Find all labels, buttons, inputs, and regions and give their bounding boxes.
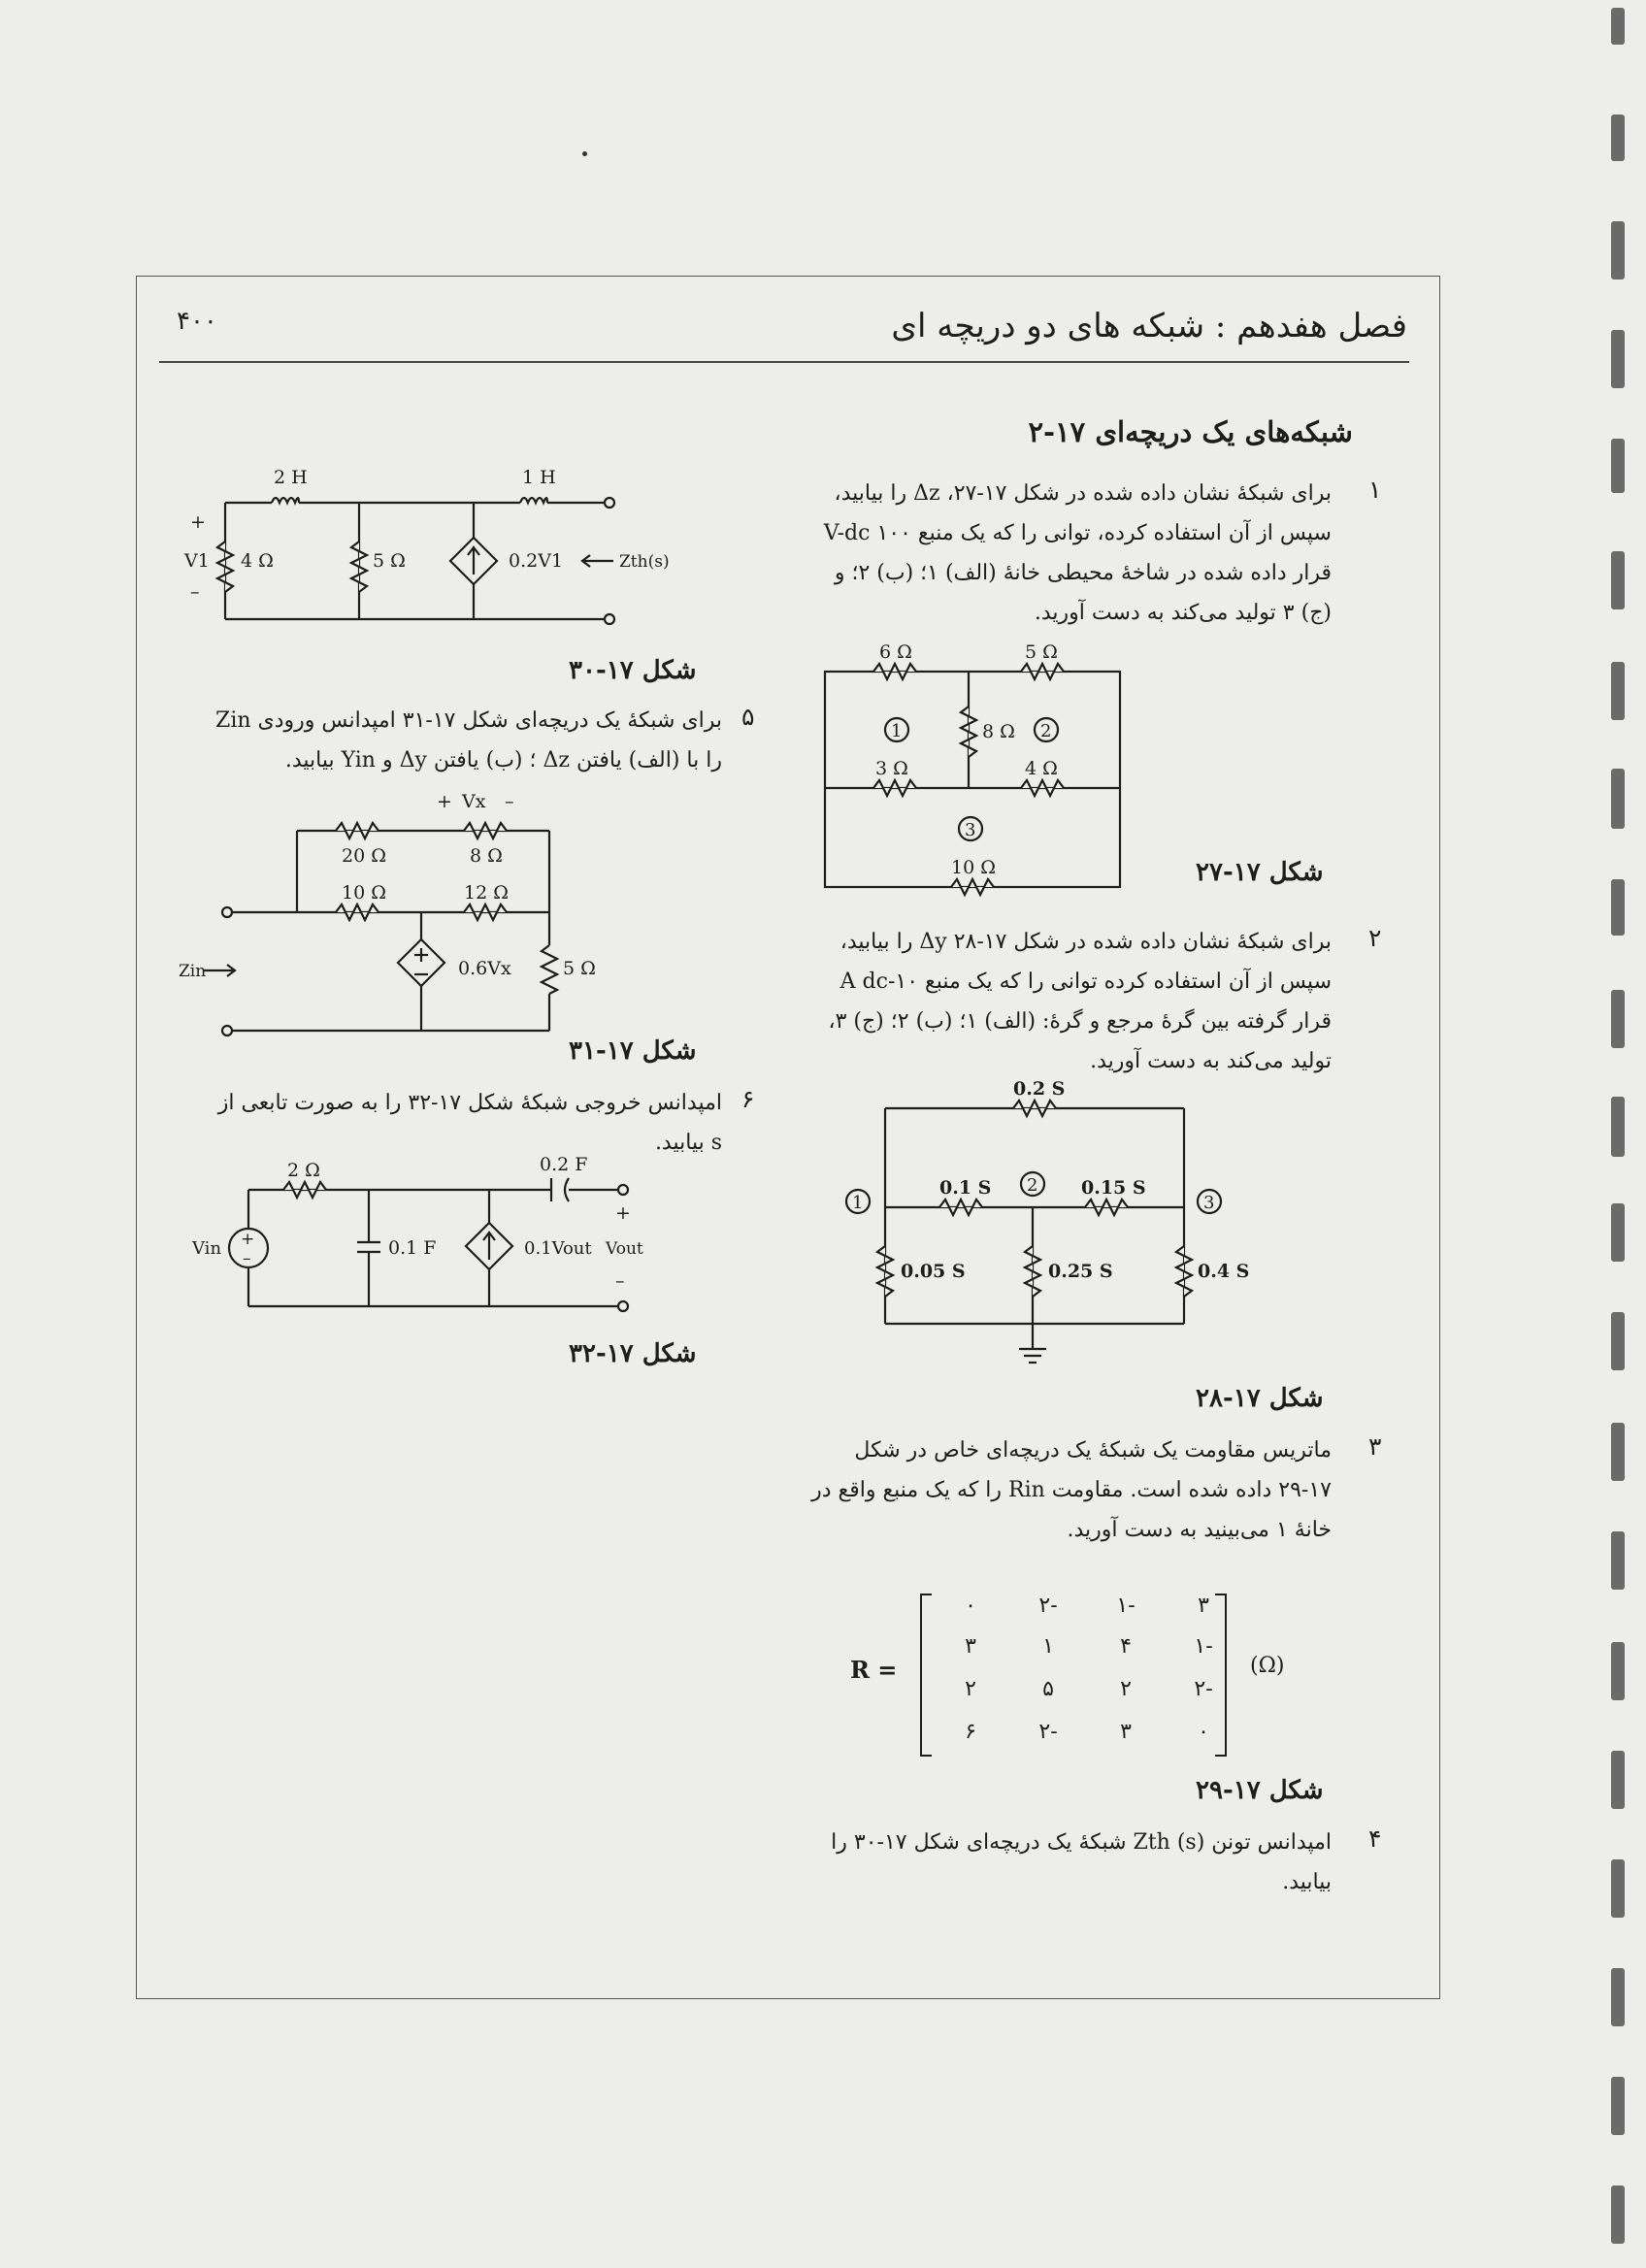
problem-text: برای شبکهٔ نشان داده شده در شکل ۱۷-۲۷، Δz را بیابید، سپس از آن استفاده کرده، توانی را که یک منبع V-dc ۱۰۰ قرار داده شده در شاخهٔ محیطی خانهٔ (الف) ۱؛ (ب) ۲؛ و (ج) ۳ تولید می‌کند به دست آورید. <box>823 481 1332 625</box>
label: + <box>437 791 452 812</box>
circuit-figure-32 <box>190 1154 656 1316</box>
page-number: ۴۰۰ <box>177 307 217 336</box>
label: 0.25 S <box>1048 1261 1113 1282</box>
label: 5 Ω <box>1025 641 1058 663</box>
matrix-cell: -۱ <box>1194 1634 1213 1659</box>
label: 20 Ω <box>342 845 386 867</box>
label: 0.1 F <box>388 1237 437 1259</box>
problem-text: ماتریس مقاومت یک شبکهٔ یک دریچه‌ای خاص در شکل ۱۷-۲۹ داده شده است. مقاومت Rin را که یک منبع واقع در خانهٔ ۱ می‌بینید به دست آورید. <box>811 1438 1332 1542</box>
label: 0.2 F <box>540 1154 588 1175</box>
binder-ring <box>1611 1642 1625 1700</box>
label: 5 Ω <box>563 958 596 979</box>
binder-ring <box>1611 2077 1625 2135</box>
matrix-cell: ۰ <box>965 1594 976 1618</box>
label: 6 Ω <box>879 641 912 663</box>
matrix-cell: -۱ <box>1116 1594 1136 1618</box>
matrix-cell: ۲ <box>1120 1677 1132 1701</box>
label: 0.4 S <box>1198 1261 1250 1282</box>
label: + <box>241 1230 255 1249</box>
binder-ring <box>1611 1531 1625 1590</box>
label: 4 Ω <box>1025 758 1058 779</box>
problem-number: ۱ <box>1368 476 1382 504</box>
matrix-cell: ۱ <box>1042 1634 1054 1659</box>
resistance-matrix <box>854 1590 1242 1753</box>
ink-speck <box>582 151 587 156</box>
matrix-cell: -۲ <box>1194 1677 1213 1701</box>
matrix-unit: (Ω) <box>1250 1654 1285 1678</box>
matrix-bracket-left <box>920 1594 932 1757</box>
matrix-row <box>941 1720 1233 1744</box>
label: Vin <box>192 1238 222 1259</box>
label: 0.1 S <box>939 1177 992 1199</box>
matrix-cell: -۲ <box>1038 1720 1058 1744</box>
label: – <box>243 1249 251 1268</box>
problem-number: ۳ <box>1368 1432 1382 1461</box>
matrix-cell: ۴ <box>1120 1634 1132 1659</box>
matrix-cell: ۳ <box>965 1634 976 1659</box>
label: – <box>505 791 514 812</box>
label: 3 Ω <box>875 758 908 779</box>
binder-ring <box>1611 1203 1625 1262</box>
label: 10 Ω <box>342 882 386 904</box>
label: 2 Ω <box>287 1160 320 1181</box>
binder-ring <box>1611 1859 1625 1918</box>
label: 8 Ω <box>982 721 1015 742</box>
matrix-row <box>941 1594 1233 1618</box>
label: 4 Ω <box>241 550 274 572</box>
label: 12 Ω <box>464 882 509 904</box>
figure-caption: شکل ۱۷-۲۸ <box>1196 1384 1324 1413</box>
label: 0.15 S <box>1081 1177 1146 1199</box>
figure-caption: شکل ۱۷-۳۰ <box>569 656 697 685</box>
label: – <box>190 581 200 603</box>
label: + <box>190 511 206 533</box>
problem-text: برای شبکهٔ یک دریچه‌ای شکل ۱۷-۳۱ امپدانس ورودی Zin را با (الف) یافتن Δz ؛ (ب) یافتن Δy و Yin بیابید. <box>215 708 722 772</box>
binder-ring <box>1611 8 1625 45</box>
label: 10 Ω <box>951 857 996 878</box>
label: Vx <box>462 791 486 812</box>
binder-ring <box>1611 1968 1625 2026</box>
matrix-cell: ۶ <box>965 1720 976 1744</box>
matrix-cell: ۳ <box>1120 1720 1132 1744</box>
label: 1 H <box>522 467 556 488</box>
binder-ring <box>1611 330 1625 388</box>
label: 0.05 S <box>901 1261 966 1282</box>
circuit-figure-28 <box>842 1075 1250 1372</box>
mesh-label: 3 <box>965 820 976 840</box>
figure-caption: شکل ۱۷-۲۹ <box>1196 1776 1324 1805</box>
header-rule <box>159 361 1409 363</box>
figure-caption: شکل ۱۷-۲۷ <box>1196 858 1324 887</box>
mesh-label: 2 <box>1040 721 1052 741</box>
label: Vout <box>606 1239 643 1259</box>
circuit-figure-30 <box>171 468 714 633</box>
label: 5 Ω <box>373 550 406 572</box>
section-title: ۲-۱۷ شبکه‌های یک دریچه‌ای <box>1028 415 1353 448</box>
circuit-figure-31 <box>171 790 617 1044</box>
matrix-cell: ۵ <box>1042 1677 1054 1701</box>
matrix-row <box>941 1677 1233 1701</box>
label: 0.2V1 <box>509 550 564 572</box>
label: 0.2 S <box>1013 1078 1066 1100</box>
binder-ring <box>1611 1751 1625 1809</box>
chapter-title: فصل هفدهم : شبکه های دو دریچه ای <box>891 307 1407 345</box>
problem-number: ۶ <box>741 1085 755 1113</box>
label: – <box>615 1270 625 1292</box>
circuit-figure-27 <box>821 639 1141 899</box>
binder-ring <box>1611 879 1625 936</box>
label: Zth(s) <box>619 552 670 572</box>
binder-ring <box>1611 551 1625 609</box>
figure-caption: شکل ۱۷-۳۱ <box>569 1036 697 1066</box>
binder-ring <box>1611 1097 1625 1157</box>
problem-text: برای شبکهٔ نشان داده شده در شکل ۱۷-۲۸ Δy را بیابید، سپس از آن استفاده کرده توانی را که یک منبع ۱۰-A dc قرار گرفته بین گرهٔ مرجع و گرهٔ: (الف) ۱؛ (ب) ۲؛ (ج) ۳، تولید می‌کند به دست آورید. <box>828 930 1332 1073</box>
binder-ring <box>1611 221 1625 279</box>
node-label: 3 <box>1203 1193 1215 1213</box>
binder-ring <box>1611 769 1625 829</box>
binder-ring <box>1611 439 1625 493</box>
problem-text: امپدانس تونن (s) Zth شبکهٔ یک دریچه‌ای شکل ۱۷-۳۰ را بیابید. <box>831 1830 1332 1894</box>
matrix-cell: ۰ <box>1198 1720 1209 1744</box>
matrix-cell: ۲ <box>965 1677 976 1701</box>
binder-ring <box>1611 1423 1625 1481</box>
figure-caption: شکل ۱۷-۳۲ <box>569 1339 697 1368</box>
binder-ring <box>1611 1312 1625 1370</box>
matrix-row <box>941 1634 1233 1659</box>
mesh-label: 1 <box>891 721 903 741</box>
binder-ring <box>1611 115 1625 161</box>
node-label: 1 <box>852 1193 864 1213</box>
matrix-cell: ۳ <box>1198 1594 1209 1618</box>
binder-ring <box>1611 662 1625 720</box>
problem-number: ۵ <box>741 703 755 731</box>
problem-number: ۲ <box>1368 924 1382 952</box>
label: 2 H <box>274 467 308 488</box>
label: 8 Ω <box>470 845 503 867</box>
label: 0.1Vout <box>524 1238 592 1259</box>
binder-ring <box>1611 2186 1625 2244</box>
binder-ring <box>1611 990 1625 1048</box>
problem-text: امپدانس خروجی شبکهٔ شکل ۱۷-۳۲ را به صورت تابعی از s بیابید. <box>217 1091 722 1155</box>
problem-number: ۴ <box>1368 1824 1382 1853</box>
matrix-label: R = <box>850 1656 898 1684</box>
label: Zin <box>179 962 207 981</box>
label: V1 <box>184 550 210 572</box>
matrix-cell: -۲ <box>1038 1594 1058 1618</box>
node-label: 2 <box>1027 1175 1038 1196</box>
label: 0.6Vx <box>458 958 511 979</box>
label: + <box>615 1202 631 1224</box>
